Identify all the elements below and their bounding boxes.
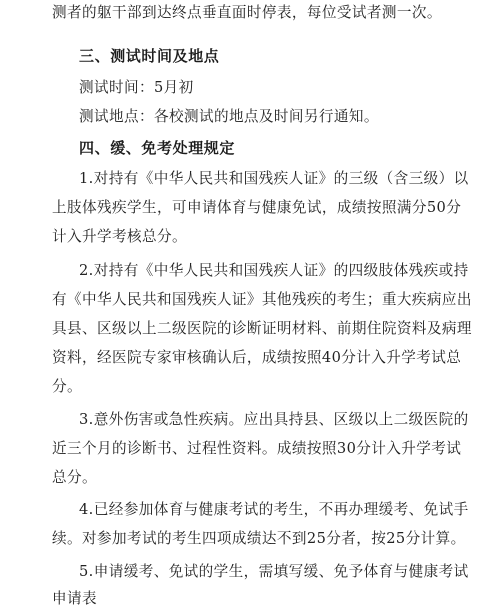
section-heading: 四、缓、免考处理规定 (79, 139, 236, 157)
body-line: 近三个月的诊断书、过程性资料。成绩按照30分计入升学考试 (52, 440, 462, 457)
body-line: 总分。 (52, 469, 97, 486)
body-line: 3.意外伤害或急性疾病。应出具持县、区级以上二级医院的 (79, 411, 469, 428)
body-line: 5.申请缓考、免试的学生，需填写缓、免予体育与健康考试 (79, 563, 469, 580)
body-line: 计入升学考核总分。 (52, 228, 187, 245)
body-line: 4.已经参加体育与健康考试的考生，不再办理缓考、免试手 (79, 501, 469, 518)
body-line: 测者的躯干部到达终点垂直面时停表，每位受试者测一次。 (52, 4, 442, 21)
body-line: 测试时间：5月初 (79, 79, 194, 96)
body-line: 有《中华人民共和国残疾人证》其他残疾的考生；重大疾病应出 (52, 291, 472, 308)
body-line: 申请表 (52, 590, 97, 607)
body-line: 2.对持有《中华人民共和国残疾人证》的四级肢体残疾或持 (79, 262, 469, 279)
section-heading: 三、测试时间及地点 (79, 47, 220, 65)
body-line: 上肢体残疾学生，可申请体育与健康免试，成绩按照满分50分 (52, 199, 462, 216)
body-line: 资料，经医院专家审核确认后，成绩按照40分计入升学考试总 (52, 349, 462, 366)
body-line: 1.对持有《中华人民共和国残疾人证》的三级（含三级）以 (79, 170, 469, 187)
body-line: 测试地点：各校测试的地点及时间另行通知。 (79, 108, 379, 125)
body-line: 具县、区级以上二级医院的诊断证明材料、前期住院资料及病理 (52, 320, 472, 337)
body-line: 续。对参加考试的考生四项成绩达不到25分者，按25分计算。 (52, 530, 466, 547)
body-line: 分。 (52, 378, 82, 395)
